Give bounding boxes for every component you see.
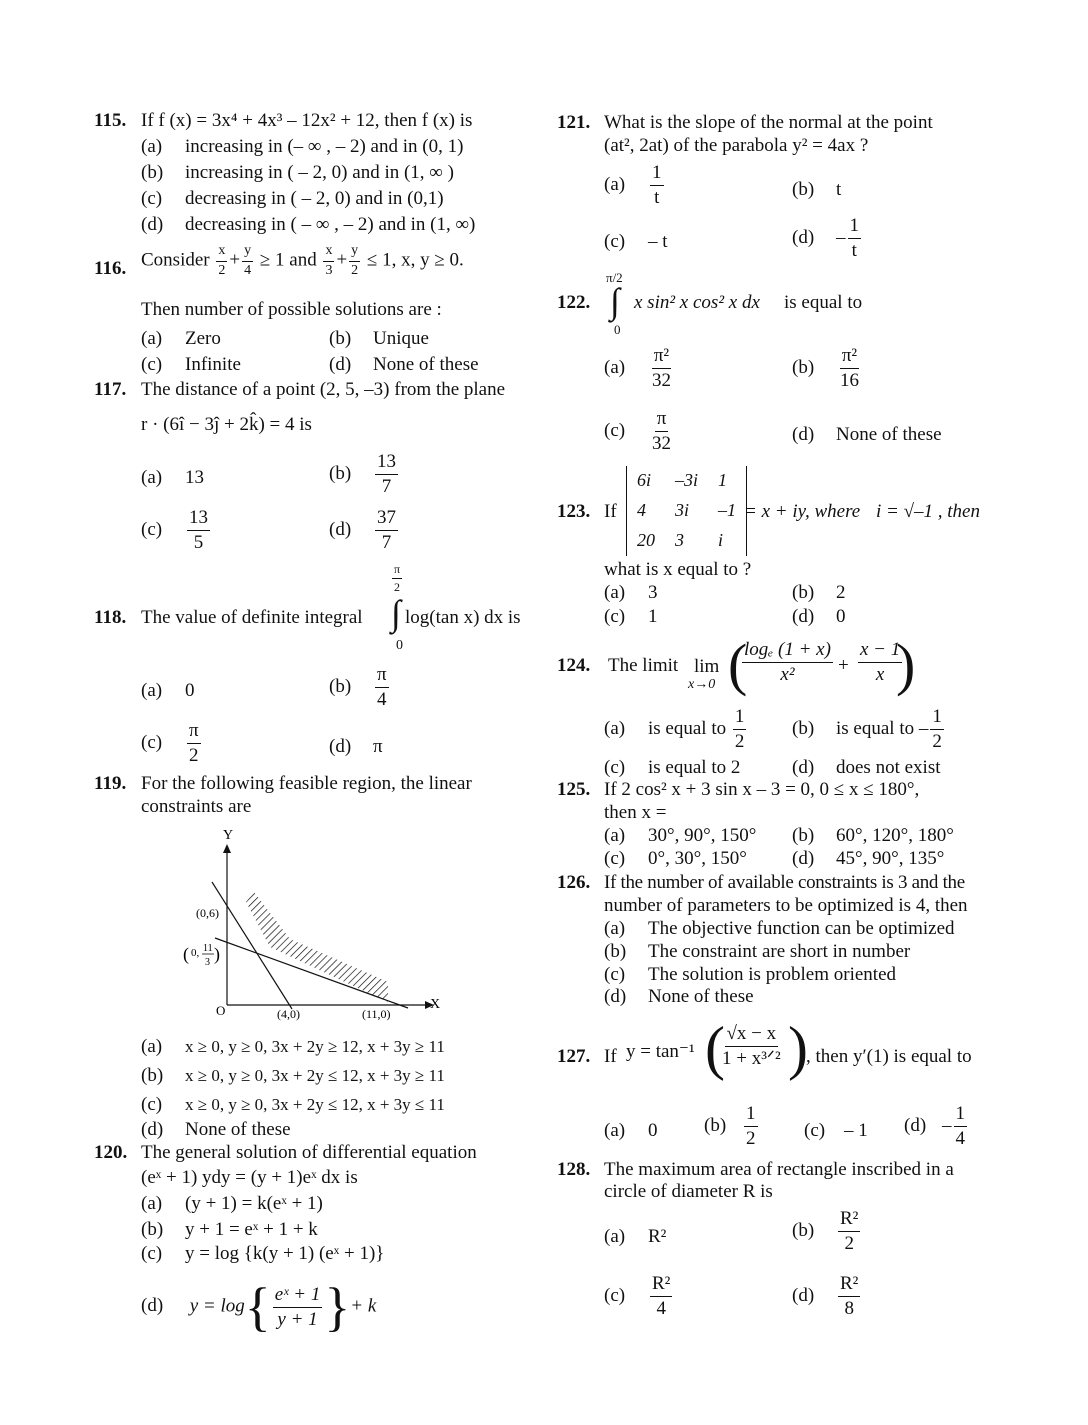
option-d: (d) – $\frac{1}{4}$ (904, 1103, 965, 1149)
question-line: r · (6î − 3ĵ + 2k̂) = 4 is (141, 414, 312, 435)
question-number: 125. (557, 779, 591, 800)
fraction: $\frac{\pi}{4}$ (377, 664, 387, 710)
option-b: (b) 2 (792, 582, 846, 603)
question-line: (at², 2at) of the parabola y² = 4ax ? (604, 135, 869, 156)
fraction: $\frac{\pi}{32}$ (652, 408, 671, 454)
option-b: (b) $\frac{\text{π²}}{16}$ (792, 345, 859, 391)
option-c: (c) $\frac{13}{5}$ (141, 507, 208, 553)
question-if: If (604, 1046, 617, 1067)
option-d: (d) None of these (329, 354, 479, 375)
fraction: $\frac{1}{t}$ (652, 162, 662, 208)
option-b: (b) $\frac{\pi}{4}$ (329, 664, 387, 710)
option-b: (b) x ≥ 0, y ≥ 0, 3x + 2y ≤ 12, x + 3y ≥ 11 (141, 1065, 445, 1086)
feasible-region-graph (170, 822, 450, 1027)
matrix-row: 6i –3i 1 (637, 470, 728, 491)
paren-close: ) (788, 1015, 808, 1081)
fraction: $\frac{1}{2}$ (746, 1103, 756, 1149)
option-c: (c) $\frac{\pi}{32}$ (604, 408, 671, 454)
question-if: If (604, 501, 617, 522)
question-number: 119. (94, 773, 127, 794)
integral-lower-limit: 0 (614, 322, 621, 337)
fraction: $\frac{\text{π²}}{32}$ (652, 345, 671, 391)
point-label-4-0: (4,0) (277, 1007, 300, 1021)
inequality-expression: Consider $\frac{x}{2}$ + $\frac{y}{4}$ ≥ 1 and $\frac{x}{3}$ + $\frac{y}{2}$ ≤ 1, x, y ≥ 0. (141, 243, 464, 278)
fraction: $\frac{y}{2}$ (351, 243, 359, 278)
fraction: $\frac{1}{4}$ (955, 1103, 965, 1149)
question-line: number of parameters to be optimized is 4, then (604, 895, 968, 916)
option-a: (a) (y + 1) = k(eˣ + 1) (141, 1193, 323, 1214)
option-d: (d) y = log{ $\frac{\text{eˣ + 1}}{y + 1}$ }+ k (141, 1277, 377, 1337)
option-c: (c) decreasing in ( – 2, 0) and in (0,1) (141, 188, 444, 209)
point-label-0-6: (0,6) (196, 906, 219, 920)
option-b: (b) 60°, 120°, 180° (792, 825, 954, 846)
fraction: $\frac{1}{2}$ (932, 706, 942, 752)
question-stem: The limit (608, 655, 679, 676)
question-number: 117. (94, 379, 127, 400)
fraction: $\frac{\text{R²}}{8}$ (840, 1273, 859, 1319)
inverse-tangent: y = tan⁻¹ (626, 1041, 695, 1062)
brace-open: { (244, 1277, 271, 1337)
option-d: (d) π (329, 736, 383, 757)
y-axis-arrow-icon (223, 844, 231, 853)
option-c: (c) $\frac{\text{R²}}{4}$ (604, 1273, 671, 1319)
option-a: (a) Zero (141, 328, 221, 349)
question-number: 116. (94, 258, 127, 279)
matrix-row: 4 3i –1 (637, 500, 737, 521)
question-number: 128. (557, 1159, 591, 1180)
question-stem: For the following feasible region, the linear (141, 773, 472, 794)
fraction: $\frac{x}{3}$ (325, 243, 333, 278)
question-number: 124. (557, 655, 591, 676)
option-a: (a) The objective function can be optimized (604, 918, 955, 939)
question-stem: If the number of available constraints is 3 and the (604, 872, 965, 893)
point-label-11-0: (11,0) (362, 1007, 391, 1021)
option-d: (d) – $\frac{1}{t}$ (792, 215, 859, 261)
option-c: (c) – t (604, 231, 668, 252)
question-number: 120. (94, 1142, 128, 1163)
fraction: $\frac{37}{7}$ (377, 507, 396, 553)
integral-sign: ∫ (610, 281, 620, 321)
fraction: $\frac{\pi}{2}$ (189, 720, 199, 766)
option-b: (b) t (792, 179, 842, 200)
fraction: $\frac{\text{π²}}{16}$ (840, 345, 859, 391)
option-d: (d) does not exist (792, 757, 941, 778)
option-c: (c) 1 (604, 606, 658, 627)
option-b: (b) The constraint are short in number (604, 941, 911, 962)
option-a: (a) is equal to $\frac{1}{2}$ (604, 706, 745, 752)
fraction: $\frac{\text{R²}}{4}$ (652, 1273, 671, 1319)
question-number: 126. (557, 872, 591, 893)
option-d: (d) $\frac{37}{7}$ (329, 507, 396, 553)
fraction: $\frac{1}{t}$ (849, 215, 859, 261)
question-stem: If 2 cos² x + 3 sin x – 3 = 0, 0 ≤ x ≤ 180°, (604, 779, 920, 800)
option-a: (a) 0 (141, 680, 195, 701)
option-b: (b) increasing in ( – 2, 0) and in (1, ∞ ) (141, 162, 454, 183)
plus-sign: + (838, 655, 849, 676)
option-c: (c) $\frac{\pi}{2}$ (141, 720, 199, 766)
option-c: (c) x ≥ 0, y ≥ 0, 3x + 2y ≤ 12, x + 3y ≤ 11 (141, 1094, 445, 1115)
option-a: (a) $\frac{\text{π²}}{32}$ (604, 345, 671, 391)
fraction: $\frac{13}{7}$ (377, 451, 396, 497)
question-line: Then number of possible solutions are : (141, 299, 442, 320)
determinant (626, 466, 747, 556)
integral-sign: ∫ (391, 593, 401, 633)
imaginary-unit-condition: i = √–1 , then (876, 501, 980, 522)
fraction: $\frac{1}{2}$ (734, 706, 745, 752)
option-b: (b) $\frac{1}{2}$ (704, 1103, 756, 1149)
option-d: (d) None of these (792, 424, 942, 445)
integral-upper-limit: π/2 (606, 270, 623, 285)
fraction: $\frac{\text{logₑ (1 + x)}}{\text{x²}}$ (744, 639, 831, 685)
option-c: (c) is equal to 2 (604, 757, 741, 778)
paren-close: ) (896, 632, 916, 697)
option-b: (b) Unique (329, 328, 429, 349)
matrix-row: 20 3 i (637, 530, 724, 551)
fraction: $\frac{y}{4}$ (244, 243, 252, 278)
question-line: what is x equal to ? (604, 559, 752, 580)
option-c: (c) The solution is problem oriented (604, 964, 897, 985)
option-a: (a) 0 (604, 1120, 658, 1141)
brace-close: } (324, 1277, 351, 1337)
question-stem: What is the slope of the normal at the point (604, 112, 933, 133)
fraction: $\frac{x}{2}$ (218, 243, 226, 278)
option-a: (a) 3 (604, 582, 658, 603)
fraction: $\frac{13}{5}$ (189, 507, 208, 553)
question-stem: If f (x) = 3x⁴ + 4x³ – 12x² + 12, then f (x) is (141, 110, 473, 131)
option-a: (a) increasing in (– ∞ , – 2) and in (0, 1) (141, 136, 464, 157)
question-line: circle of diameter R is (604, 1181, 773, 1202)
limit-subscript: x→0 (688, 677, 716, 692)
question-tail: , then y′(1) is equal to (806, 1046, 972, 1067)
option-c: (c) Infinite (141, 354, 241, 375)
option-c: (c) y = log {k(y + 1) (eˣ + 1)} (141, 1243, 385, 1264)
question-number: 122. (557, 292, 591, 313)
integral-upper-limit: $\frac{\pi}{2}$ (394, 562, 401, 594)
option-d: (d) None of these (141, 1119, 291, 1140)
question-number: 118. (94, 607, 127, 628)
question-line: constraints are (141, 796, 252, 817)
question-line: then x = (604, 802, 667, 823)
option-b: (b) y + 1 = eˣ + 1 + k (141, 1219, 318, 1240)
question-number: 123. (557, 501, 591, 522)
paren-open: ( (728, 632, 748, 697)
option-b: (b) is equal to – $\frac{1}{2}$ (792, 706, 942, 752)
option-c: (c) 0°, 30°, 150° (604, 848, 747, 869)
question-stem: The value of definite integral (141, 607, 363, 628)
paren-open: ( (705, 1015, 725, 1081)
integrand: x sin² x cos² x dx (634, 292, 760, 313)
option-d: (d) 45°, 90°, 135° (792, 848, 945, 869)
integral-lower-limit: 0 (396, 638, 403, 653)
fraction-numerator: 11 (203, 943, 213, 954)
question-number: 115. (94, 110, 127, 131)
option-a: (a) 13 (141, 467, 204, 488)
origin-label: O (216, 1003, 226, 1018)
point-label-0-11-3: 0, (191, 947, 200, 959)
paren-open: ( (183, 944, 189, 964)
fraction: $\frac{\text{R²}}{2}$ (840, 1208, 859, 1254)
option-b: (b) $\frac{\text{R²}}{2}$ (792, 1208, 859, 1254)
option-b: (b) $\frac{13}{7}$ (329, 451, 396, 497)
fraction: $\frac{\text{eˣ + 1}}{y + 1}$ (274, 1283, 321, 1330)
option-a: (a) 30°, 90°, 150° (604, 825, 757, 846)
y-axis-label: Y (223, 828, 234, 843)
question-stem: The general solution of differential equation (141, 1142, 477, 1163)
fraction: $\frac{x - 1}{x}$ (860, 639, 901, 685)
question-line: (eˣ + 1) ydy = (y + 1)eˣ dx is (141, 1167, 358, 1188)
fraction-denominator: 3 (205, 957, 210, 968)
x-axis-label: X (430, 997, 441, 1012)
question-number: 127. (557, 1046, 591, 1067)
option-d: (d) 0 (792, 606, 846, 627)
paren-close: ) (214, 944, 220, 964)
option-d: (d) $\frac{\text{R²}}{8}$ (792, 1273, 859, 1319)
option-a: (a) R² (604, 1226, 667, 1247)
option-a: (a) $\frac{1}{t}$ (604, 162, 662, 208)
integrand: log(tan x) dx is (405, 607, 521, 628)
hatched-region (246, 892, 388, 1002)
question-number: 121. (557, 112, 591, 133)
option-d: (d) decreasing in ( – ∞ , – 2) and in (1, ∞) (141, 214, 476, 235)
limit-operator: lim (694, 656, 720, 677)
fraction: √x − x 1 + x³ᐟ² (722, 1023, 781, 1069)
question-tail: is equal to (784, 292, 863, 313)
determinant-equation: = x + iy, where (744, 501, 861, 522)
question-stem: The maximum area of rectangle inscribed in a (604, 1159, 954, 1180)
option-c: (c) – 1 (804, 1120, 868, 1141)
question-stem: The distance of a point (2, 5, –3) from the plane (141, 379, 506, 400)
option-a: (a) x ≥ 0, y ≥ 0, 3x + 2y ≥ 12, x + 3y ≥ 11 (141, 1036, 445, 1057)
option-d: (d) None of these (604, 986, 754, 1007)
